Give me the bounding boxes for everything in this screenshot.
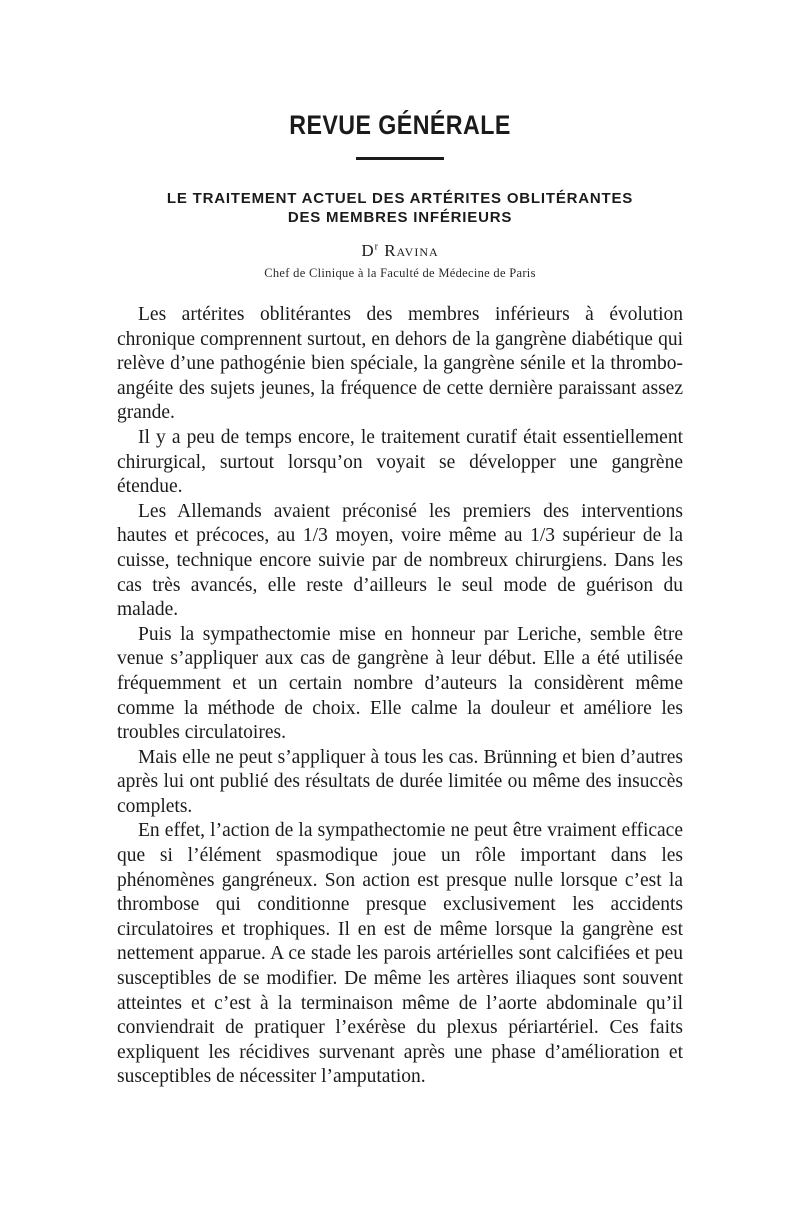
author (0, 241, 800, 261)
author-prefix: D (361, 241, 375, 260)
article-body (117, 303, 683, 1090)
title-divider (356, 157, 444, 160)
author-name: Ravina (384, 241, 439, 260)
section-title: REVUE GÉNÉRALE (289, 110, 511, 140)
body-paragraph-4: Puis la sympathectomie mise en honneur par Leriche, semble être venue s’appliquer aux cas de gangrène à leur début. Elle a été utilisée fréquemment et un certain nombre d’auteurs la considèrent même comme la méthode de choix. Elle calme la douleur et améliore les troubles circulatoires. (117, 623, 683, 744)
author-affiliation: Chef de Clinique à la Faculté de Médecine de Paris (264, 266, 536, 280)
body-paragraph-1: Les artérites oblitérantes des membres inférieurs à évolution chronique comprennent surtout, en dehors de la gangrène diabétique qui relève d’une pathogénie bien spéciale, la gangrène sénile et la thrombo-angéite des sujets jeunes, la fréquence de cette dernière paraissant assez grande. (117, 304, 683, 424)
body-paragraph-3: Les Allemands avaient préconisé les premiers des interventions hautes et précoces, au 1/3 moyen, voire même au 1/3 supérieur de la cuisse, technique encore suivie par de nombreux chirurgiens. Dans les cas très avancés, elle reste d’ailleurs le seul mode de guérison du malade. (117, 500, 683, 621)
article-title-line-1: LE TRAITEMENT ACTUEL DES ARTÉRITES OBLITÉRANTES (166, 190, 634, 207)
article-title (110, 189, 690, 227)
body-paragraph-2: Il y a peu de temps encore, le traitement curatif était essentiellement chirurgical, surtout lorsqu’on voyait se développer une gangrène étendue. (117, 426, 683, 498)
author-prefix-sup: r (374, 241, 379, 253)
body-paragraph-6: En effet, l’action de la sympathectomie ne peut être vraiment efficace que si l’élément spasmodique joue un rôle important dans les phénomènes gangréneux. Son action est presque nulle lorsque c’est la thrombose qui conditionne presque exclusivement les accidents circulatoires et trophiques. Il en est de même lorsque la gangrène est nettement apparue. A ce stade les parois artérielles sont calcifiées et peu susceptibles de se modifier. De même les artères iliaques sont souvent atteintes et c’est à la terminaison même de l’aorte abdominale qu’il conviendrait de pratiquer l’exérèse du plexus périartériel. Ces faits expliquent les récidives survenant après une phase d’amélioration et susceptibles de nécessiter l’amputation. (117, 820, 683, 1088)
body-paragraph-5: Mais elle ne peut s’appliquer à tous les cas. Brünning et bien d’autres après lui ont publié des résultats de durée limitée ou même des insuccès complets. (117, 746, 683, 817)
article-title-line-2: DES MEMBRES INFÉRIEURS (287, 209, 513, 226)
